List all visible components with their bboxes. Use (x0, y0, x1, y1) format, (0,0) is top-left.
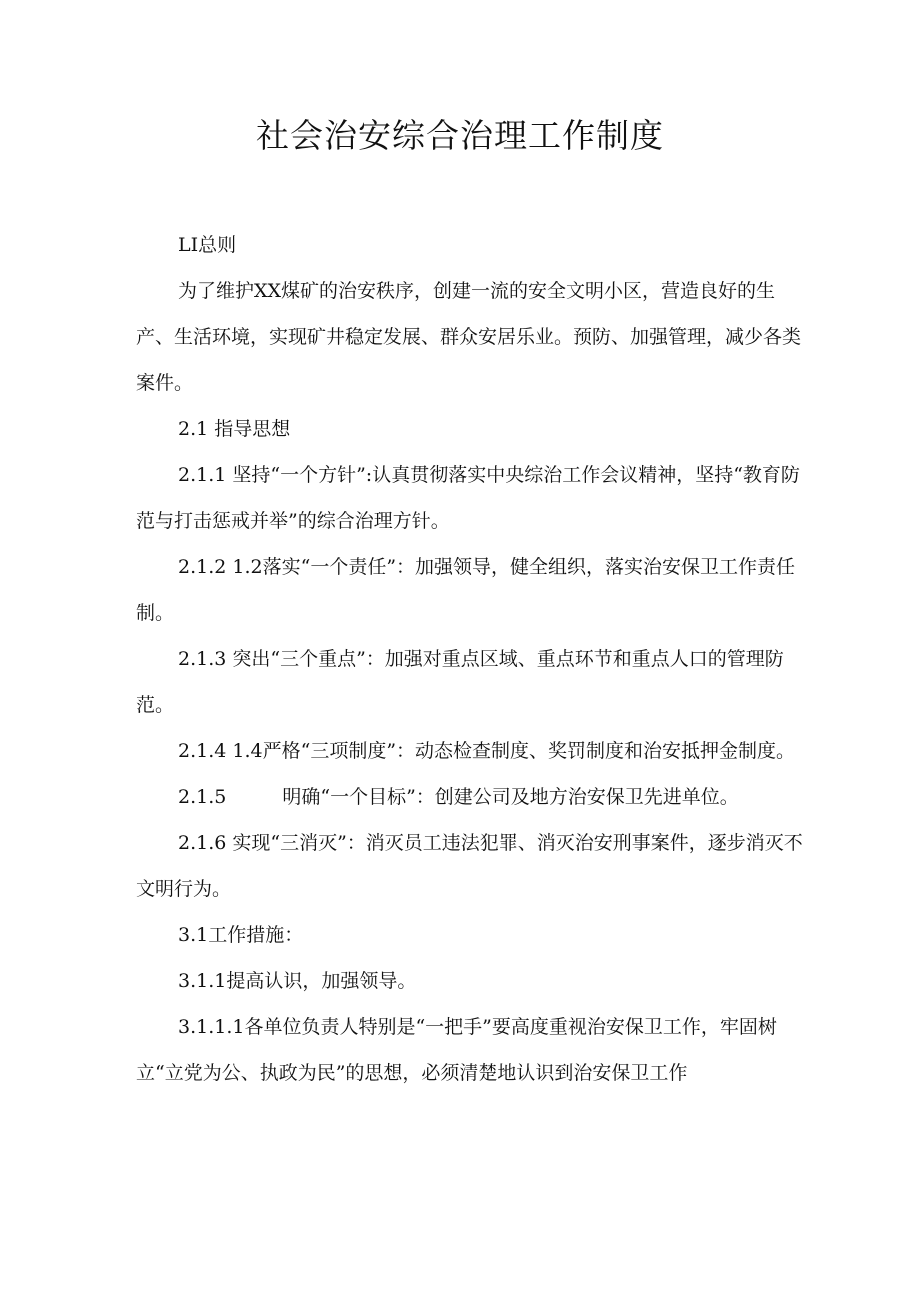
paragraph-2-1-6: 2.1.6 实现“三消灭”：消灭员工违法犯罪、消灭治安刑事案件，逐步消灭不文明行为。 (136, 832, 803, 900)
paragraph-2-1-4: 2.1.4 1.4严格“三项制度”：动态检查制度、奖罚制度和治安抵押金制度。 (178, 740, 796, 762)
paragraph-3-1-1: 3.1.1提高认识，加强领导。 (178, 970, 417, 992)
paragraph-guiding-thought: 2.1 指导思想 (178, 418, 291, 440)
paragraph-2-1-1: 2.1.1 坚持“一个方针”:认真贯彻落实中央综治工作会议精神，坚持“教育防范与打击惩戒并举”的综合治理方针。 (136, 464, 800, 532)
paragraph-work-measures: 3.1工作措施： (178, 924, 304, 946)
paragraph-purpose: 为了维护XX煤矿的治安秩序，创建一流的安全文明小区，营造良好的生产、生活环境，实现矿井稳定发展、群众安居乐业。预防、加强管理，减少各类案件。 (136, 280, 802, 394)
document-title: 社会治安综合治理工作制度 (256, 116, 664, 155)
paragraph-general-provisions: LI总则 (178, 234, 237, 256)
paragraph-3-1-1-1: 3.1.1.1各单位负责人特别是“一把手”要高度重视治安保卫工作，牢固树立“立党为公、执政为民”的思想，必须清楚地认识到治安保卫工作 (136, 1016, 777, 1084)
paragraph-2-1-5-text: 明确“一个目标”：创建公司及地方治安保卫先进单位。 (282, 786, 739, 808)
paragraph-2-1-5 (136, 774, 804, 820)
document-body (136, 222, 804, 1096)
paragraph-2-1-5-number: 2.1.5 (178, 786, 227, 808)
paragraph-2-1-2: 2.1.2 1.2落实“一个责任”：加强领导，健全组织，落实治安保卫工作责任制。 (136, 556, 796, 624)
paragraph-2-1-3: 2.1.3 突出“三个重点”：加强对重点区域、重点环节和重点人口的管理防范。 (136, 648, 784, 716)
